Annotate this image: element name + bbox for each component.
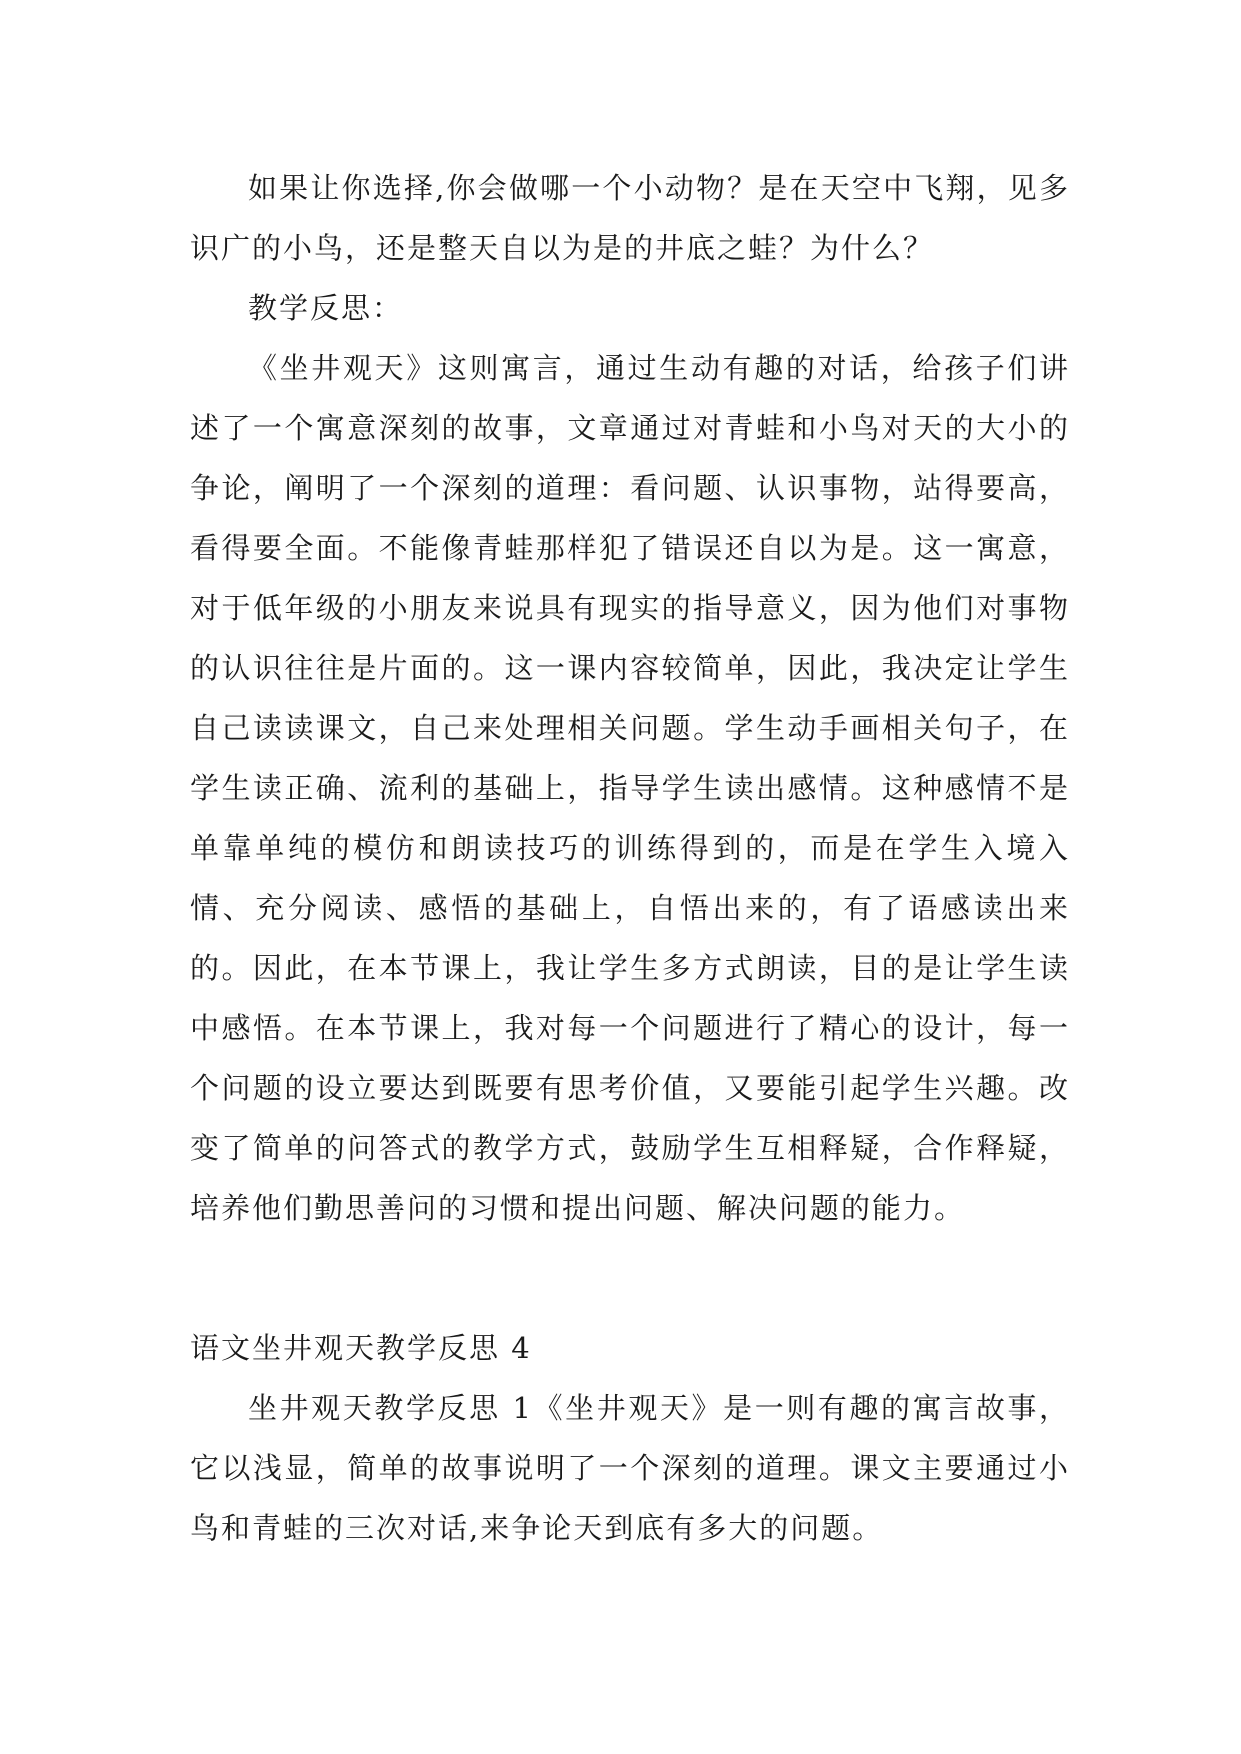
reflection-block [190,338,1070,1238]
section-paragraph: 坐井观天教学反思 1《坐井观天》是一则有趣的寓言故事，它以浅显，简单的故事说明了一个深刻的道理。课文主要通过小鸟和青蛙的三次对话,来争论天到底有多大的问题。 [190,1391,1070,1545]
reflection-paragraph: 《坐井观天》这则寓言，通过生动有趣的对话，给孩子们讲述了一个寓意深刻的故事，文章通过对青蛙和小鸟对天的大小的争论，阐明了一个深刻的道理：看问题、认识事物，站得要高，看得要全面。不能像青蛙那样犯了错误还自以为是。这一寓意，对于低年级的小朋友来说具有现实的指导意义，因为他们对事物的认识往往是片面的。这一课内容较简单，因此，我决定让学生自己读读课文，自己来处理相关问题。学生动手画相关句子，在学生读正确、流利的基础上，指导学生读出感情。这种感情不是单靠单纯的模仿和朗读技巧的训练得到的，而是在学生入境入情、充分阅读、感悟的基础上，自悟出来的，有了语感读出来的。因此，在本节课上，我让学生多方式朗读，目的是让学生读中感悟。在本节课上，我对每一个问题进行了精心的设计，每一个问题的设立要达到既要有思考价值，又要能引起学生兴趣。改变了简单的问答式的教学方式，鼓励学生互相释疑，合作释疑，培养他们勤思善问的习惯和提出问题、解决问题的能力。 [190,351,1070,1225]
question-block [190,158,1070,338]
section-block [190,1318,1070,1558]
section-heading: 语文坐井观天教学反思 4 [190,1331,532,1365]
question-paragraph: 如果让你选择,你会做哪一个小动物？是在天空中飞翔，见多识广的小鸟，还是整天自以为是的井底之蛙？为什么？ [190,171,1070,265]
reflection-label: 教学反思： [248,291,404,325]
